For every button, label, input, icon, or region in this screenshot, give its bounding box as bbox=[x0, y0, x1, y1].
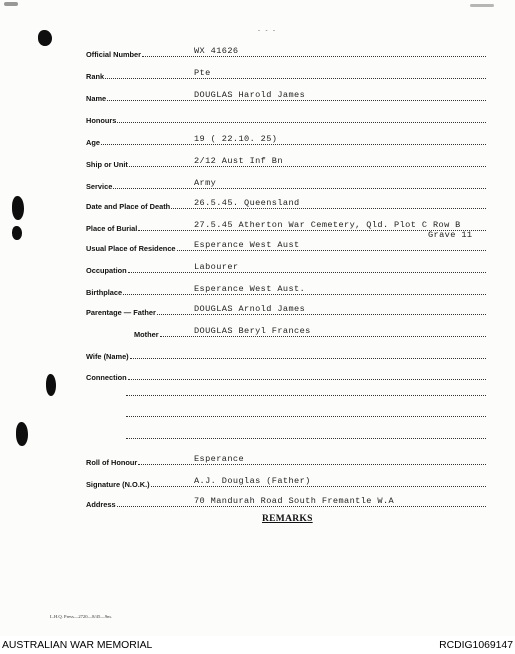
value-place-of-burial: 27.5.45 Atherton War Cemetery, Qld. Plot C Row B bbox=[194, 220, 461, 231]
label-connection: Connection bbox=[86, 372, 127, 382]
label-address: Address bbox=[86, 499, 116, 509]
punch-hole-5 bbox=[16, 422, 28, 446]
label-parentage-father: Parentage — Father bbox=[86, 307, 156, 317]
value-rank: Pte bbox=[194, 68, 211, 79]
row-signature-nok bbox=[86, 474, 486, 488]
dotted-leader bbox=[130, 358, 486, 359]
row-official-number bbox=[86, 44, 486, 58]
footer-record-id: RCDIG1069147 bbox=[439, 640, 513, 651]
printer-imprint: L.H.Q. Press—2720—8/45—9m. bbox=[50, 614, 112, 619]
label-mother: Mother bbox=[134, 329, 159, 339]
row-occupation bbox=[86, 260, 486, 274]
connection-line-2 bbox=[126, 395, 486, 396]
dotted-leader bbox=[128, 272, 486, 273]
punch-hole-4 bbox=[46, 374, 56, 396]
value-birthplace: Esperance West Aust. bbox=[194, 284, 306, 295]
label-place-of-burial: Place of Burial bbox=[86, 223, 138, 233]
value-address: 70 Mandurah Road South Fremantle W.A bbox=[194, 496, 395, 507]
dotted-leader bbox=[123, 294, 486, 295]
punch-hole-2 bbox=[12, 196, 24, 220]
dotted-leader bbox=[105, 78, 486, 79]
value-usual-residence: Esperance West Aust bbox=[194, 240, 300, 251]
value-name: DOUGLAS Harold James bbox=[194, 90, 306, 101]
value-age: 19 ( 22.10. 25) bbox=[194, 134, 278, 145]
connection-line-4 bbox=[126, 438, 486, 439]
label-occupation: Occupation bbox=[86, 265, 127, 275]
label-wife: Wife (Name) bbox=[86, 351, 129, 361]
label-ship-or-unit: Ship or Unit bbox=[86, 159, 128, 169]
dotted-leader bbox=[117, 122, 486, 123]
dotted-leader bbox=[171, 208, 486, 209]
value-date-place-death: 26.5.45. Queensland bbox=[194, 198, 300, 209]
label-roll-of-honour: Roll of Honour bbox=[86, 457, 138, 467]
row-rank bbox=[86, 66, 486, 80]
label-official-number: Official Number bbox=[86, 49, 142, 59]
archive-footer bbox=[0, 636, 515, 654]
punch-hole-3 bbox=[12, 226, 22, 240]
value-official-number: WX 41626 bbox=[194, 46, 239, 57]
dotted-leader bbox=[107, 100, 486, 101]
label-service: Service bbox=[86, 181, 113, 191]
dotted-leader bbox=[129, 166, 486, 167]
dotted-leader bbox=[117, 506, 486, 507]
remarks-heading: REMARKS bbox=[262, 514, 313, 524]
connection-line-3 bbox=[126, 416, 486, 417]
dotted-leader bbox=[138, 464, 486, 465]
row-parentage-father bbox=[86, 302, 486, 316]
dotted-leader bbox=[101, 144, 486, 145]
dotted-leader bbox=[157, 314, 486, 315]
row-birthplace bbox=[86, 282, 486, 296]
dotted-leader bbox=[177, 250, 486, 251]
label-rank: Rank bbox=[86, 71, 105, 81]
label-age: Age bbox=[86, 137, 100, 147]
row-wife bbox=[86, 346, 486, 360]
label-usual-residence: Usual Place of Residence bbox=[86, 243, 176, 253]
value-place-of-burial-line2: Grave 11 bbox=[428, 230, 473, 240]
value-roll-of-honour: Esperance bbox=[194, 454, 245, 465]
dotted-leader bbox=[151, 486, 486, 487]
dotted-leader bbox=[142, 56, 486, 57]
label-signature-nok: Signature (N.O.K.) bbox=[86, 479, 150, 489]
value-mother: DOUGLAS Beryl Frances bbox=[194, 326, 311, 337]
label-birthplace: Birthplace bbox=[86, 287, 123, 297]
row-connection bbox=[86, 367, 486, 381]
row-service bbox=[86, 176, 486, 190]
scan-speck bbox=[4, 2, 18, 6]
label-honours: Honours bbox=[86, 115, 117, 125]
row-age bbox=[86, 132, 486, 146]
row-ship-or-unit bbox=[86, 154, 486, 168]
footer-institution: AUSTRALIAN WAR MEMORIAL bbox=[2, 640, 153, 651]
row-name bbox=[86, 88, 486, 102]
punch-hole-1 bbox=[38, 30, 52, 46]
dotted-leader bbox=[128, 379, 486, 380]
dotted-leader bbox=[113, 188, 486, 189]
value-occupation: Labourer bbox=[194, 262, 239, 273]
dotted-leader bbox=[160, 336, 486, 337]
row-roll-of-honour bbox=[86, 452, 486, 466]
row-mother bbox=[86, 324, 486, 338]
top-mark: - - - bbox=[258, 28, 277, 34]
value-ship-or-unit: 2/12 Aust Inf Bn bbox=[194, 156, 283, 167]
label-name: Name bbox=[86, 93, 107, 103]
value-signature-nok: A.J. Douglas (Father) bbox=[194, 476, 311, 487]
row-usual-residence bbox=[86, 238, 486, 252]
label-date-place-death: Date and Place of Death bbox=[86, 201, 171, 211]
row-date-place-death bbox=[86, 196, 486, 210]
row-address bbox=[86, 494, 486, 508]
value-parentage-father: DOUGLAS Arnold James bbox=[194, 304, 306, 315]
scan-speck bbox=[470, 4, 494, 7]
row-honours bbox=[86, 110, 486, 124]
value-service: Army bbox=[194, 178, 217, 189]
row-place-of-burial bbox=[86, 218, 486, 240]
